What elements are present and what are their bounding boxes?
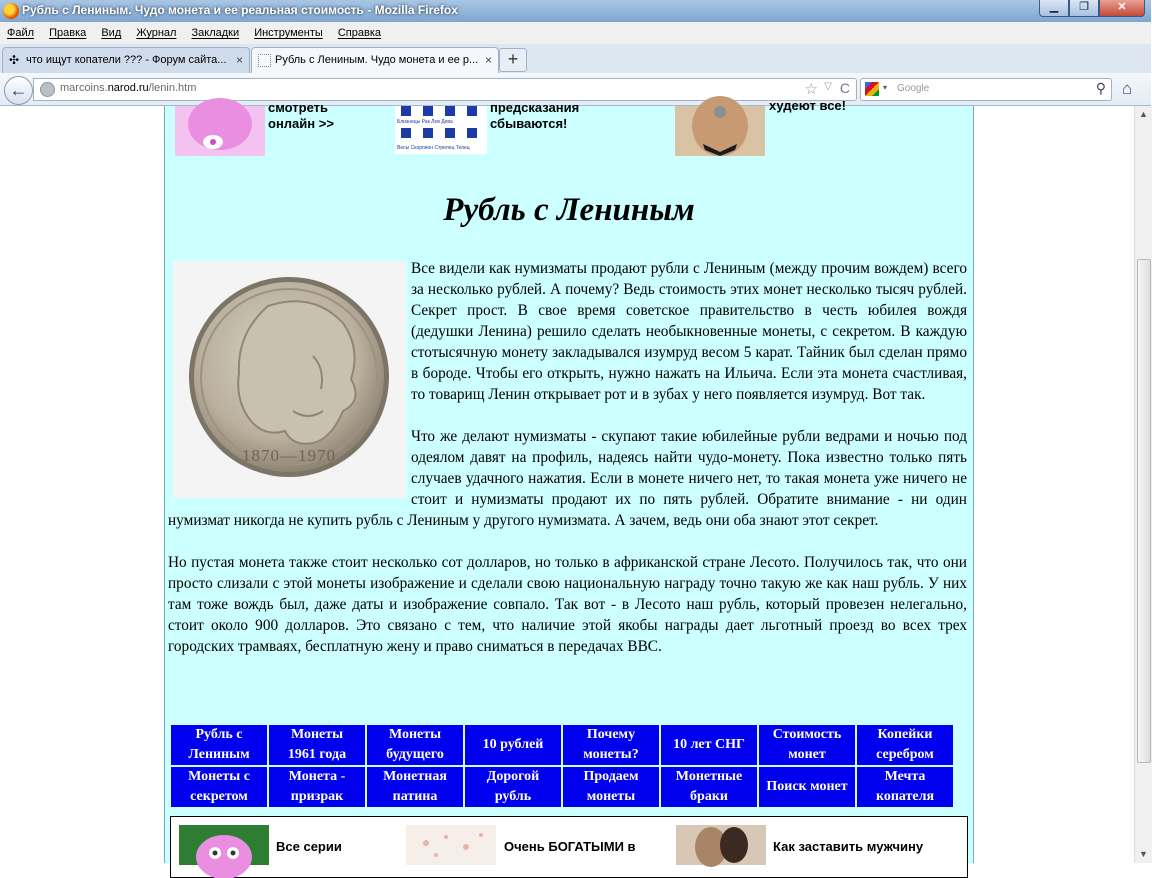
tab-close-icon[interactable]: × — [235, 53, 243, 67]
nav-link-10-years-cis[interactable]: 10 лет СНГ — [661, 725, 757, 765]
couple-ad-image[interactable] — [676, 825, 766, 865]
search-icon[interactable]: ⚲ — [1095, 80, 1106, 96]
title-bar — [0, 0, 1151, 22]
google-icon[interactable] — [865, 82, 879, 96]
money-ad-image[interactable] — [406, 825, 496, 865]
menu-file[interactable]: Файл — [7, 27, 35, 39]
nav-link-coins-1961[interactable]: Монеты 1961 года — [269, 725, 365, 765]
home-icon[interactable]: ⌂ — [1122, 79, 1133, 98]
address-bar[interactable] — [33, 78, 857, 101]
menu-tools[interactable]: Инструменты — [254, 27, 323, 39]
nav-link-ghost-coin[interactable]: Монета - призрак — [269, 767, 365, 807]
cartoon-ad-image[interactable] — [175, 106, 265, 156]
nav-link-coin-search[interactable]: Поиск монет — [759, 767, 855, 807]
scroll-down-arrow-icon[interactable]: ▼ — [1139, 849, 1148, 859]
article-paragraph: Что же делают нумизматы - скупают такие юбилейные рубли ведрами и ночью под одеялом давят на профиль, надеясь найти чудо-монету. Пока известно только пять случаев удачного нажатия. Если в монете ничего нет, то такая монета уже ничего не стоит и нумизматы продают их по пять рублей. Обратите внимание - ни один нумизмат никогда не купить рубль с Лениным у другого нумизмата. А зачем, ведь они оба знают этот секрет. — [168, 428, 967, 529]
ad-text[interactable]: Как заставить мужчину — [773, 839, 924, 854]
menu-bookmarks[interactable]: Закладки — [191, 27, 240, 39]
tab-favicon-icon: ✣ — [9, 53, 20, 67]
nav-link-coin-defects[interactable]: Монетные браки — [661, 767, 757, 807]
tab-label: Рубль с Лениным. Чудо монета и ее р... — [275, 54, 479, 66]
nav-link-why-coins[interactable]: Почему монеты? — [563, 725, 659, 765]
restore-button[interactable]: ❐ — [1069, 0, 1099, 17]
menu-edit[interactable]: Правка — [49, 27, 87, 39]
search-input[interactable]: Google — [897, 83, 930, 94]
nav-link-coin-value[interactable]: Стоимость монет — [759, 725, 855, 765]
nav-link-10-rubles[interactable]: 10 рублей — [465, 725, 561, 765]
diet-ad-image[interactable] — [675, 106, 765, 156]
minimize-button[interactable]: ▁ — [1039, 0, 1069, 17]
menu-view[interactable]: Вид — [101, 27, 122, 39]
site-nav-table — [169, 723, 955, 809]
window-controls — [1039, 0, 1145, 16]
nav-link-secret-coins[interactable]: Монеты с секретом — [171, 767, 267, 807]
tab-close-icon[interactable]: × — [484, 53, 492, 67]
firefox-icon — [3, 3, 19, 19]
search-engine-dropdown-icon[interactable]: ▾ — [883, 83, 888, 92]
cartoon-ad-image[interactable] — [179, 825, 269, 865]
close-button[interactable]: ✕ — [1099, 0, 1145, 17]
scroll-up-arrow-icon[interactable]: ▲ — [1139, 109, 1148, 119]
nav-link-expensive-ruble[interactable]: Дорогой рубль — [465, 767, 561, 807]
zodiac-ad-image[interactable] — [395, 106, 487, 154]
tab-bar — [0, 44, 1151, 74]
zodiac-caption: Весы Скорпион Стрелец Телец — [397, 145, 470, 151]
tab-lenin-ruble[interactable] — [251, 47, 499, 74]
menu-history[interactable]: Журнал — [136, 27, 177, 39]
reload-icon[interactable]: C — [839, 80, 850, 96]
ad-text[interactable]: предсказания сбываются! — [490, 100, 580, 131]
ad-text[interactable]: худеют все! — [769, 98, 846, 113]
bookmark-star-icon[interactable]: ☆ — [804, 81, 818, 98]
globe-icon — [40, 82, 55, 97]
nav-link-coin-patina[interactable]: Монетная патина — [367, 767, 463, 807]
ad-text[interactable]: смотреть онлайн >> — [268, 100, 334, 131]
nav-link-future-coins[interactable]: Монеты будущего — [367, 725, 463, 765]
zodiac-caption: Близнецы Рак Лев Дева — [397, 119, 453, 125]
bottom-ad-block — [170, 816, 968, 878]
tab-forum[interactable] — [2, 47, 250, 73]
menu-bar — [0, 22, 1151, 44]
page-title: Рубль с Лениным — [443, 192, 695, 228]
vertical-scrollbar[interactable] — [1134, 106, 1152, 863]
new-tab-button[interactable]: + — [499, 48, 527, 72]
nav-link-lenin-ruble[interactable]: Рубль с Лениным — [171, 725, 267, 765]
ad-text[interactable]: Очень БОГАТЫМИ в — [504, 839, 636, 854]
history-dropdown-icon[interactable]: ▽ — [824, 81, 832, 92]
url-text[interactable]: marcoins.narod.ru/lenin.htm — [60, 82, 197, 94]
menu-help[interactable]: Справка — [337, 27, 381, 39]
page-content — [164, 98, 974, 863]
article-paragraph: Все видели как нумизматы продают рубли с Лениным (между прочим вождем) всего за несколько рублей. А почему? Ведь стоимость этих монет несколько тысяч рублей. Секрет прост. В свое время советское правительство в честь юбилея вождя (дедушки Ленина) решило сделать необыкновенные монеты, с секретом. В каждую стотысячную монету закладывался изумруд весом 5 карат. Тайник был сделан прямо в бороде. Чтобы его открыть, нужно нажать на Ильича. Если эта монета счастливая, то товарищ Ленин открывает рот и в зубах у него появляется изумруд. Вот так. — [411, 260, 967, 403]
tab-label: что ищут копатели ??? - Форум сайта... — [26, 54, 227, 66]
tab-favicon-icon — [258, 54, 271, 67]
coin-years: 1870—1970 — [242, 446, 336, 465]
nav-link-digger-dream[interactable]: Мечта копателя — [857, 767, 953, 807]
page-viewport — [0, 98, 1134, 863]
nav-link-selling-coins[interactable]: Продаем монеты — [563, 767, 659, 807]
top-ad-strip — [165, 98, 973, 156]
article-paragraph: Но пустая монета также стоит несколько сот долларов, но только в африканской стране Лесото. Получилось так, что они просто слизали с этой монеты изображение и сделали свою национальную награду точно такую же как наш рубль. У них там тоже вождь был, даже даты и изображение совпало. Так вот - в Лесото наш рубль, который провезен нелегально, стоит около 900 долларов. Это связано с тем, что наличие этой якобы награды дает льготный проезд во всех трех городских трамваях, бесплатную жену и право сниматься в передачах BBC. — [168, 554, 967, 655]
ad-text[interactable]: Все серии — [276, 839, 342, 854]
window-title: Рубль с Лениным. Чудо монета и ее реальная стоимость - Mozilla Firefox — [22, 3, 458, 17]
back-button[interactable]: ← — [4, 76, 33, 105]
article-body — [168, 258, 967, 678]
nav-link-silver-kopeks[interactable]: Копейки серебром — [857, 725, 953, 765]
scroll-thumb[interactable] — [1137, 259, 1151, 763]
